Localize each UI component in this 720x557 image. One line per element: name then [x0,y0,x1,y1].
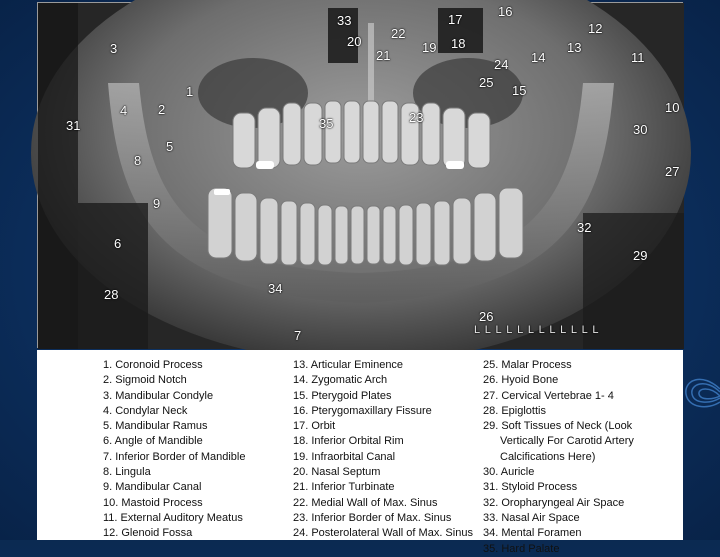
radiograph-image [38,3,684,349]
radiograph-label-4: 4 [120,103,128,118]
radiograph-label-8: 8 [134,153,142,168]
radiograph-label-35: 35 [319,116,334,131]
legend-item: 33. Nasal Air Space [483,511,580,524]
legend-panel [37,350,683,555]
legend-item: 9. Mandibular Canal [103,481,202,494]
legend-item: 22. Medial Wall of Max. Sinus [293,496,438,509]
legend-item: 8. Lingula [103,466,151,479]
radiograph-label-31: 31 [66,118,81,133]
swirl-decoration-icon [684,372,720,412]
legend-item: 31. Styloid Process [483,481,578,494]
radiograph-label-7: 7 [294,328,302,343]
legend-item: 29. Soft Tissues of Neck (Look [483,420,633,433]
radiograph-label-27: 27 [665,164,680,179]
legend-item: 26. Hyoid Bone [483,374,559,387]
legend-item: 15. Pterygoid Plates [293,389,392,402]
legend-item: 13. Articular Eminence [293,359,404,371]
legend-item: 3. Mandibular Condyle [103,389,214,402]
radiograph-label-22: 22 [391,26,406,41]
legend-item: 12. Glenoid Fossa [103,527,193,540]
legend-item: 2. Sigmoid Notch [103,374,187,387]
legend-item: 7. Inferior Border of Mandible [103,450,246,463]
panoramic-radiograph [37,2,683,348]
radiograph-label-20: 20 [347,34,362,49]
vertebra-marks: L L L L L L L L L L L L [474,324,600,336]
legend-item: 34. Mental Foramen [483,527,582,540]
legend-item: 10. Mastoid Process [103,496,203,509]
radiograph-label-9: 9 [153,196,161,211]
radiograph-label-16: 16 [498,4,513,19]
legend-item: 24. Posterolateral Wall of Max. Sinus [293,527,473,540]
legend-item: 16. Pterygomaxillary Fissure [293,404,432,417]
radiograph-label-5: 5 [166,139,174,154]
radiograph-label-10: 10 [665,100,680,115]
legend-item: 14. Zygomatic Arch [293,374,388,387]
radiograph-label-11: 11 [631,50,645,65]
radiograph-label-33: 33 [337,13,352,28]
radiograph-label-12: 12 [588,21,603,36]
legend-column-3 [483,358,634,557]
legend-item: 1. Coronoid Process [103,359,203,371]
legend-item: 19. Infraorbital Canal [293,450,396,463]
legend-item: 18. Inferior Orbital Rim [293,435,404,448]
radiograph-label-14: 14 [531,50,546,65]
legend-item: 25. Malar Process [483,359,572,371]
radiograph-label-21: 21 [376,48,391,63]
legend-item: 21. Inferior Turbinate [293,481,395,494]
radiograph-label-2: 2 [158,102,166,117]
radiograph-label-32: 32 [577,220,592,235]
radiograph-label-19: 19 [422,40,437,55]
radiograph-label-6: 6 [114,236,122,251]
radiograph-label-29: 29 [633,248,648,263]
legend-item: 6. Angle of Mandible [103,435,203,448]
legend-item: 4. Condylar Neck [103,404,188,417]
legend-item: 32. Oropharyngeal Air Space [483,496,625,509]
legend-item: Vertically For Carotid Artery [500,435,634,448]
radiograph-label-23: 23 [409,110,424,125]
legend-item: 30. Auricle [483,466,535,479]
legend-column-2 [293,358,473,542]
radiograph-label-34: 34 [268,281,283,296]
legend-item: 35. Hard Palate [483,542,560,555]
radiograph-label-26: 26 [479,309,494,324]
radiograph-label-30: 30 [633,122,648,137]
legend-item: 28. Epiglottis [483,404,546,417]
legend-item: 17. Orbit [293,420,336,433]
radiograph-label-1: 1 [186,84,194,99]
legend-item: Calcifications Here) [500,450,596,463]
radiograph-label-3: 3 [110,41,118,56]
legend-item: 5. Mandibular Ramus [103,420,208,433]
legend-item: 11. External Auditory Meatus [103,511,243,524]
radiograph-label-28: 28 [104,287,119,302]
radiograph-label-18: 18 [451,36,466,51]
radiograph-label-13: 13 [567,40,582,55]
radiograph-label-24: 24 [494,57,509,72]
legend-item: 23. Inferior Border of Max. Sinus [293,511,452,524]
radiograph-label-25: 25 [479,75,494,90]
legend-item: 27. Cervical Vertebrae 1- 4 [483,389,614,402]
legend-column-1 [103,358,245,542]
radiograph-label-15: 15 [512,83,527,98]
radiograph-label-17: 17 [448,12,463,27]
legend-item: 20. Nasal Septum [293,466,381,479]
